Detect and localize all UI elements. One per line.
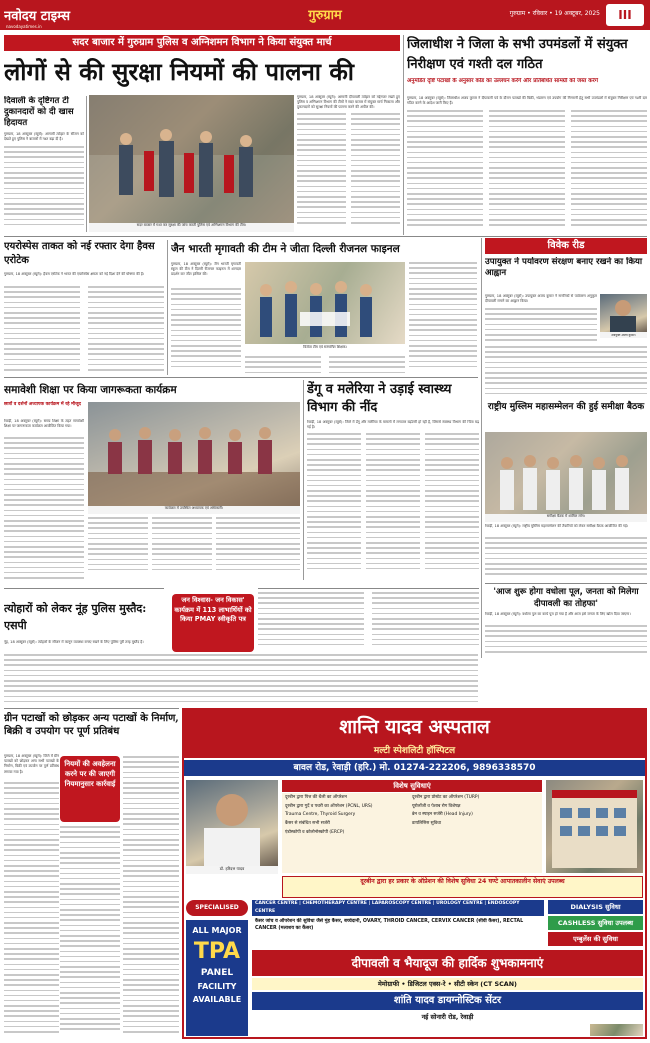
green-crackers-col1 <box>4 782 59 1037</box>
vivek-text-b <box>485 346 647 398</box>
mahasabha-intro: रेवाड़ी, 18 अक्टूबर (ब्यूरो): राष्ट्रीय मुस्लिम महासम्मेलन की तैयारियों को लेकर समीक्षा बैठक आयोजित की गई। <box>485 524 629 528</box>
samaveshi-intro: रेवाड़ी, 18 अक्टूबर (ब्यूरो): समग्र शिक्षा के तहत समावेशी शिक्षा पर जागरूकता कार्यक्रम आयोजित किया गया। <box>4 419 84 429</box>
dm-body-intro: गुरुग्राम, 18 अक्टूबर (ब्यूरो): जिलाधीश अजय कुमार ने दीपावली पर्व के दौरान पटाखों की बिक्री, भंडारण एवं उपयोग की निगरानी हेतु सभी उपमंडलों में संयुक्त निरीक्षण एवं गश्ती दल गठित करने के आदेश जारी किए हैं। <box>407 96 647 106</box>
samaveshi-photo <box>88 402 300 506</box>
lead-body-intro: गुरुग्राम, 18 अक्टूबर (ब्यूरो): आगामी दीपावली त्योहार को मद्देनजर रखते हुए पुलिस व अग्निशमन विभाग की टीमों ने सदर बाजार में संयुक्त मार्च निकाला और दुकानदारों को सुरक्षा नियमों की पालना करने की अपील की। <box>297 95 400 110</box>
side-story-intro: गुरुग्राम, 18 अक्टूबर (ब्यूरो): आगामी त्योहार के सीजन को देखते हुए पुलिस ने बाजारों में गश्त बढ़ा दी है। <box>4 132 84 142</box>
tpa-facility: FACILITY <box>197 982 237 991</box>
green-crackers-col2 <box>123 756 179 1037</box>
right-lower-text <box>258 592 479 652</box>
facility-item: दूरबीन द्वारा पित्त की थैली का ऑपरेशन <box>285 795 347 800</box>
side-story-text <box>4 146 84 232</box>
dengue-text <box>307 433 479 578</box>
aerospace-headline: एयरोस्पेस ताकत को नई रफ्तार देगा हैवस एरोटेक <box>4 241 155 266</box>
ad-doctor-caption: डॉ. हरिदत्त यादव <box>186 866 278 874</box>
portrait-illustration <box>600 294 647 332</box>
aerospace-text <box>4 286 164 374</box>
police-text <box>4 654 478 706</box>
jain-col3 <box>409 262 477 374</box>
vivek-photo-caption: उपायुक्त अजय कुमार। <box>600 332 647 338</box>
ad-cancer-text: कैंसर जांच व ऑपरेशन की सुविधा जैसे मुंह कैंसर, बच्चेदानी, OVARY, THROID CANCER, CERVIX CANCER (सीवी कैंसर), RECTAL CANCER (मलाशय का कैंसर) <box>255 919 524 931</box>
ad-doctor-photo <box>186 780 278 866</box>
facility-item: कैंसर से संबंधित सभी सर्जरी <box>285 821 330 827</box>
ad-emergency: दूरबीन द्वारा हर प्रकार के ऑप्रेशन की विशेष सुविधा 24 घण्टे आपातकालीन सेवाएं उपलब्ध <box>282 876 643 898</box>
facility-item: डायलिसिस सुविधा <box>412 821 442 827</box>
tpa-panel: PANEL <box>200 968 234 978</box>
police-intro: नूंह, 18 अक्टूबर (ब्यूरो): त्योहारों के सीजन में कानून व्यवस्था बनाए रखने के लिए पुलिस पूरी तरह मुस्तैद है। <box>4 640 144 644</box>
aerospace-intro: गुरुग्राम, 18 अक्टूबर (ब्यूरो): हैवस एरोटेक ने भारत की एयरोस्पेस क्षमता को नई दिशा देने की घोषणा की है। <box>4 272 145 276</box>
samaveshi-col1 <box>4 437 84 587</box>
jain-photo-caption: विजेता टीम एवं सम्मानित शिक्षक। <box>245 345 405 353</box>
green-crackers-intro: गुरुग्राम, 18 अक्टूबर (ब्यूरो): जिले में ग्रीन पटाखों को छोड़कर अन्य सभी पटाखों के निर्माण, बिक्री एवं उपयोग पर पूर्ण प्रतिबंध लगाया गया है। <box>4 754 59 774</box>
jain-intro: गुरुग्राम, 18 अक्टूबर (ब्यूरो): जैन भारती मृगावती स्कूल की टीम ने दिल्ली रीजनल फाइनल में शानदार प्रदर्शन कर जीत हासिल की। <box>171 262 241 277</box>
jain-col2 <box>245 356 405 374</box>
tpa-available: AVAILABLE <box>192 995 242 1004</box>
samaveshi-photo-caption: कार्यक्रम में उपस्थित अध्यापक एवं अधिकारी। <box>88 506 300 514</box>
lead-photo <box>89 95 294 223</box>
page-number: III <box>606 4 644 26</box>
classroom-illustration <box>88 402 300 506</box>
ad-diagnostics-name: शांति यादव डायग्नोस्टिक सेंटर <box>252 992 643 1010</box>
vivek-text-a <box>485 308 597 344</box>
samaveshi-col2 <box>88 517 148 577</box>
section-title: गुरुग्राम <box>308 8 342 23</box>
samaveshi-subhead: छात्रों व दर्शनों अध्यापक कार्यक्रम में रहे मौजूद <box>4 402 81 407</box>
jain-headline: जैन भारती मृगावती की टीम ने जीता दिल्ली रीजनल फाइनल <box>171 243 400 255</box>
vivek-headline: उपायुक्त ने पर्यावरण संरक्षण बनाए रखने का किया आह्वान <box>485 257 643 278</box>
aaj-shuru-intro: रेवाड़ी, 18 अक्टूबर (ब्यूरो): वधोला पुल का कार्य पूरा हो गया है और आज इसे जनता के लिए खोल दिया जाएगा। <box>485 612 631 616</box>
side-story-headline: दिवाली के दृष्टिगत टी दुकानदारों को दी खास हिदायत <box>4 96 74 128</box>
facility-item: दूरबीन द्वारा गुर्दे व पथरी का ऑपरेशन (PCNL, URS) <box>285 803 373 809</box>
aaj-shuru-text <box>485 625 647 657</box>
crowd-illustration <box>89 95 294 223</box>
lead-photo-caption: सदर बाजार में गश्त कर सुरक्षा की जांच करती पुलिस एवं अग्निशमन विभाग की टीम। <box>89 223 294 232</box>
ad-specialised-label: SPECIALISED <box>186 900 248 916</box>
mahasabha-photo-caption: समीक्षा बैठक में शामिल लोग। <box>485 514 647 522</box>
ad-facilities-list <box>282 793 542 873</box>
jain-photo <box>245 262 405 344</box>
facility-item: ब्रेन व स्पाइन सर्जरी (Head Injury) <box>412 812 473 818</box>
facility-item: दूरबीन द्वारा प्रोस्टेट का ऑपरेशन (TURP) <box>412 795 480 800</box>
lead-kicker: सदर बाजार में गुरुग्राम पुलिस व अग्निशमन विभाग ने किया संयुक्त मार्च <box>4 35 400 51</box>
ad-diagnostics-address: नई सोनारी रोड, रेवाड़ी <box>421 1013 474 1021</box>
paper-name: नवोदय टाइम्स <box>4 9 71 24</box>
dm-body-text <box>407 110 647 232</box>
facility-item: यूरोलॉजी व पेशाब रोग विशेषज्ञ <box>412 803 461 809</box>
website: navodayatimes.in <box>6 24 42 29</box>
tpa-all-major: ALL MAJOR <box>192 926 242 935</box>
vivek-intro: गुरुग्राम, 18 अक्टूबर (ब्यूरो): उपायुक्त अजय कुमार ने नागरिकों से पर्यावरण अनुकूल दीपावली मनाने का आह्वान किया। <box>485 294 597 304</box>
green-crackers-callout: नियमों की अवहेलना करने पर की जाएगी नियमानुसार कार्रवाई <box>60 756 120 822</box>
ad-address: बावल रोड, रेवाड़ी (हरि.) मो. 01274-222206, 9896338570 <box>184 760 645 776</box>
dengue-intro: रेवाड़ी, 18 अक्टूबर (ब्यूरो): जिले में डेंगू और मलेरिया के मामलों में लगातार बढ़ोतरी हो रही है, जिससे स्वास्थ्य विभाग की चिंता बढ़ गई है। <box>307 420 479 430</box>
ad-ambulance: एम्बुलेंस की सुविधा <box>548 932 643 946</box>
jan-vishwas-badge: जन विश्वास- जन विकास' कार्यक्रम में 113 लाभार्थियों को किया PMAY स्वीकृति पत्र <box>172 594 254 652</box>
aaj-shuru-headline: 'आज शुरू होगा वधोला पूल, जनता को मिलेगा दीपावली का तोहफा' <box>493 587 639 609</box>
ad-hospital-name: शान्ति यादव अस्पताल <box>184 710 645 744</box>
ad-specialised-text: CANCER CENTRE | CHEMOTHERAPY CENTRE | LAPAROSCOPY CENTRE | UROLOGY CENTRE | ENDOSCOPY CENTRE <box>252 900 544 916</box>
mahasabha-headline: राष्ट्रीय मुस्लिम महासम्मेलन की हुई समीक्षा बैठक <box>487 402 645 412</box>
mahasabha-text <box>485 537 647 581</box>
jain-col1 <box>171 288 241 372</box>
ad-greeting: दीपावली व भैयादूज की हार्दिक शुभकामनाएं <box>252 950 643 976</box>
vivek-read-label: विवेक रीड <box>485 238 647 254</box>
facility-item: एंडोस्कोपी व कोलोनोस्कोपी (ERCP) <box>285 829 345 835</box>
ad-diagnostics-line: मेमोग्राफी • डिजिटल एक्स-रे • सीटी स्केन (CT SCAN) <box>252 978 643 990</box>
dm-headline: जिलाधीश ने जिला के सभी उपमंडलों में संयुक्त निरीक्षण एवं गश्ती दल गठित <box>407 37 628 72</box>
ad-diagnostics-photo <box>590 1024 643 1036</box>
police-headline: त्योहारों को लेकर नूंह पुलिस मुस्तैद: एसपी <box>4 602 147 632</box>
dengue-headline: डेंगू व मलेरिया ने उड़ाई स्वास्थ्य विभाग की नींद <box>307 382 452 415</box>
vivek-photo <box>600 294 647 332</box>
samaveshi-col3 <box>152 517 212 577</box>
ad-dialysis: DIALYSIS सुविधा <box>548 900 643 914</box>
doctor-illustration <box>186 780 278 866</box>
mahasabha-photo <box>485 432 647 514</box>
ad-tagline: मल्टी स्पेशलिटी हॉस्पिटल <box>184 744 645 758</box>
dm-subhead: अनुमंडित दृष्टि पटाखों के अनुसार कोड का उल्लंघन करेंगे और प्रतिबंधित सामग्री को जब्त करेंगे <box>407 78 598 84</box>
ad-building-photo <box>546 780 643 873</box>
green-crackers-col1b <box>60 826 120 1037</box>
date-line: गुरुग्राम • रविवार • 19 अक्टूबर, 2025 <box>509 10 600 17</box>
ad-tpa-box <box>186 920 248 1036</box>
samaveshi-col4 <box>216 517 300 577</box>
ad-facilities-title: विशेष सुविधाएं <box>282 780 542 792</box>
team-illustration <box>245 262 405 344</box>
ad-cashless: CASHLESS सुविधा उपलब्ध <box>548 916 643 930</box>
meeting-illustration <box>485 432 647 514</box>
samaveshi-headline: समावेशी शिक्षा पर किया जागरूकता कार्यक्रम <box>4 384 177 396</box>
lead-headline: लोगों से की सुरक्षा नियमों की पालना की <box>4 57 355 86</box>
facility-item: Trauma Centre, Thyroid Surgery <box>285 812 356 818</box>
tpa-title: TPA <box>193 939 241 964</box>
green-crackers-headline: ग्रीन पटाखों को छोड़कर अन्य पटाखों के निर्माण, बिक्री व उपयोग पर पूर्ण प्रतिबंध <box>4 713 179 737</box>
lead-body-text <box>297 113 400 231</box>
hospital-building-illustration <box>546 780 643 873</box>
